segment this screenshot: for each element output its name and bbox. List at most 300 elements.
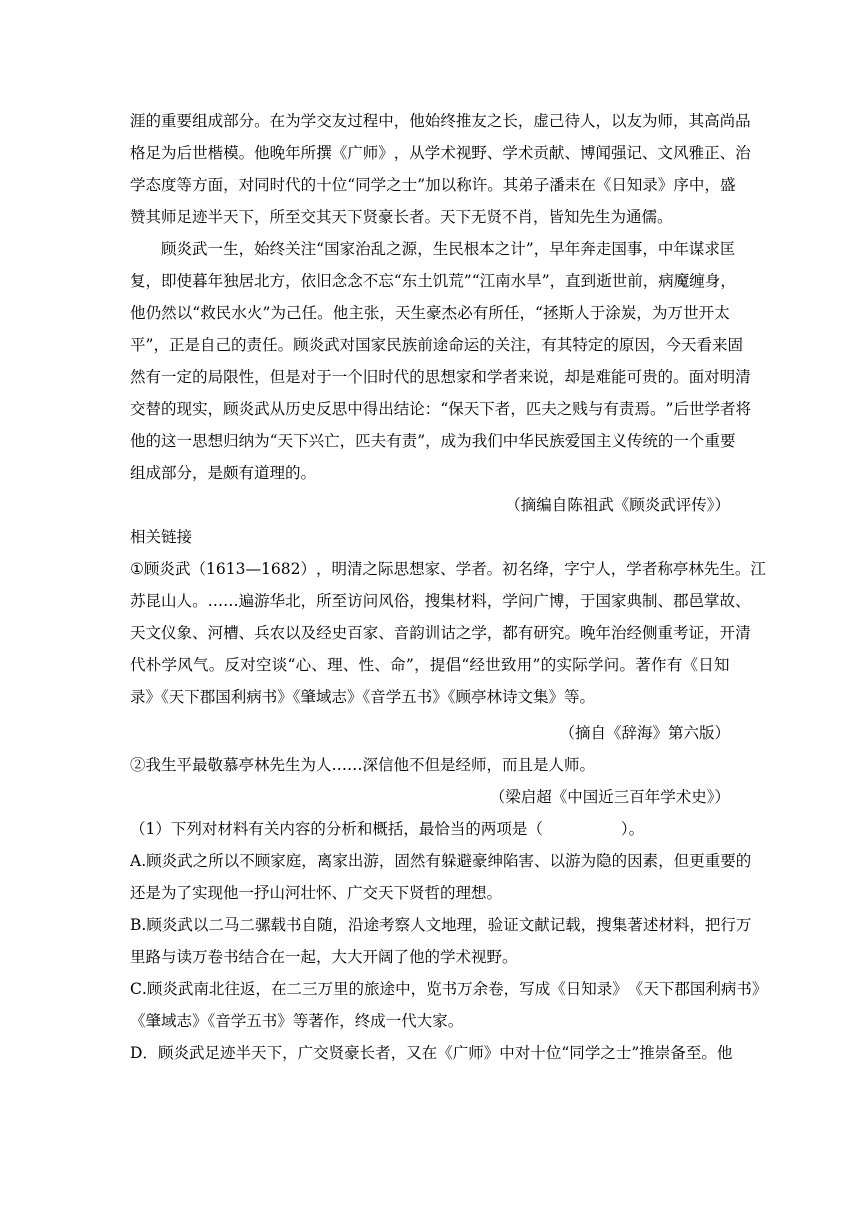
text-glyph: 的 (348, 980, 365, 998)
text-glyph: 病 (720, 980, 737, 998)
text-glyph: 以 (192, 916, 209, 934)
text-glyph: 顾 (143, 560, 160, 578)
text-glyph: 谋 (688, 240, 705, 258)
text-glyph: 高 (704, 112, 720, 130)
text-glyph: 绛 (533, 560, 549, 578)
text-glyph: 不 (362, 272, 379, 290)
text-glyph: 治 (355, 240, 371, 258)
text-glyph: 中 (395, 980, 411, 998)
text-glyph: 所 (488, 304, 504, 322)
text-glyph: ” (145, 336, 154, 354)
text-glyph: 典 (626, 592, 642, 610)
text-glyph: 耒 (564, 176, 581, 194)
text-glyph: 们 (487, 432, 503, 450)
text-glyph: 自 (301, 916, 317, 934)
text-glyph: 《 (331, 144, 348, 162)
question-stem-text: （1）下列对材料有关内容的分析和概括，最恰当的两项是（ (130, 820, 543, 838)
text-glyph: 以 (549, 852, 566, 870)
text-glyph: 马 (223, 916, 240, 934)
text-glyph: 结 (393, 400, 410, 418)
text-glyph: 备 (670, 1044, 686, 1062)
text-glyph: 任 (262, 336, 278, 354)
text-glyph: 、 (564, 144, 580, 162)
text-glyph: A (130, 852, 142, 870)
text-glyph: ， (409, 592, 425, 610)
text-glyph: . (141, 980, 147, 998)
text-glyph: 所 (316, 592, 332, 610)
text-glyph: ， (238, 240, 255, 258)
text-glyph: 难 (595, 368, 611, 386)
text-glyph: 顾 (293, 336, 309, 354)
text-glyph: 文 (145, 624, 162, 642)
text-glyph: 魔 (673, 272, 690, 290)
text-glyph: 天 (643, 980, 659, 998)
text-glyph: 然 (161, 304, 177, 322)
text-glyph: 一 (207, 240, 224, 258)
text-glyph: 史 (331, 624, 348, 642)
text-glyph: ， (300, 592, 317, 610)
text-glyph: ） (300, 560, 316, 578)
text-glyph: 命 (448, 336, 464, 354)
text-glyph: 任 (301, 304, 318, 322)
text-glyph: 年 (564, 240, 581, 258)
text-glyph: ， (414, 656, 430, 674)
text-glyph: 夫 (541, 400, 557, 418)
text-glyph: 直 (565, 272, 581, 290)
text-glyph: 贤 (328, 1044, 345, 1062)
text-glyph: （ (190, 560, 206, 578)
text-glyph: 之 (386, 240, 402, 258)
text-glyph: ， (223, 176, 239, 194)
text-glyph: 炎 (162, 980, 178, 998)
text-glyph: 对 (240, 656, 256, 674)
text-glyph: 学 (626, 560, 642, 578)
text-glyph: 中 (657, 240, 674, 258)
text-glyph: ” (525, 240, 534, 258)
text-glyph: 病 (658, 272, 674, 290)
text-glyph: 仍 (145, 304, 162, 322)
text-glyph: 以 (285, 624, 301, 642)
text-glyph: 一 (331, 368, 348, 386)
text-glyph: 为 (651, 304, 668, 322)
text-glyph: 豪 (344, 1044, 360, 1062)
text-glyph: 尚 (719, 112, 736, 130)
text-glyph: ， (301, 852, 317, 870)
text-glyph: 从 (269, 400, 286, 418)
text-glyph: 中 (378, 112, 394, 130)
text-glyph: 程 (362, 112, 379, 130)
text-glyph: 游 (565, 852, 581, 870)
text-glyph: 武 (188, 1044, 205, 1062)
text-glyph: 平 (130, 336, 146, 354)
text-glyph: 作 (650, 656, 667, 674)
text-glyph: 日 (565, 980, 582, 998)
text-line (130, 909, 752, 941)
text-glyph: 学 (424, 144, 441, 162)
text-glyph: … (207, 592, 224, 610)
text-glyph: ， (689, 916, 705, 934)
text-glyph: 下 (293, 432, 309, 450)
text-glyph: 保 (448, 400, 464, 418)
text-glyph: 的 (603, 336, 619, 354)
text-glyph: 北 (285, 592, 301, 610)
text-glyph: 证 (503, 916, 519, 934)
text-glyph: “ (461, 656, 470, 674)
text-glyph: 兵 (254, 624, 270, 642)
text-glyph: 这 (161, 432, 177, 450)
text-glyph: 个 (347, 368, 363, 386)
text-line (130, 1037, 733, 1069)
text-glyph: 心 (295, 656, 312, 674)
text-glyph: 有 (517, 624, 534, 642)
text-glyph: 骡 (254, 916, 271, 934)
text-glyph: 时 (269, 176, 286, 194)
text-glyph: 治 (735, 144, 751, 162)
text-glyph: 始 (424, 112, 441, 130)
text-glyph: 华 (518, 432, 534, 450)
text-glyph: 部 (223, 112, 239, 130)
text-glyph: 亡 (324, 432, 340, 450)
text-glyph: 位 (331, 176, 348, 194)
text-glyph: 实 (192, 400, 208, 418)
text-glyph: 盛 (719, 176, 736, 194)
text-glyph: 、 (657, 592, 674, 610)
text-glyph: 生 (432, 240, 449, 258)
text-glyph: 所 (300, 144, 317, 162)
text-glyph: 焉 (634, 400, 650, 418)
text-glyph: 问 (603, 656, 620, 674)
text-glyph: 传 (626, 432, 643, 450)
text-glyph: 。 (673, 368, 689, 386)
text-glyph: 6 (270, 560, 281, 578)
text-glyph: 想 (207, 432, 224, 450)
text-glyph: “ (471, 272, 480, 290)
text-glyph: 问 (362, 592, 379, 610)
text-glyph: 郡 (673, 592, 689, 610)
text-glyph: 沿 (348, 916, 364, 934)
text-glyph: 斯 (558, 304, 575, 322)
text-glyph: 天 (251, 1044, 267, 1062)
text-glyph: “ (287, 656, 296, 674)
text-glyph: 待 (564, 112, 580, 130)
text-glyph: 民 (448, 240, 464, 258)
option-a (130, 845, 752, 909)
text-glyph: 为 (580, 852, 597, 870)
text-glyph: 在 (269, 112, 286, 130)
text-glyph: 己 (215, 336, 232, 354)
text-glyph: 避 (456, 852, 472, 870)
text-glyph: 谈 (271, 656, 288, 674)
text-glyph: 的 (540, 656, 557, 674)
text-glyph: 序 (673, 176, 689, 194)
text-line (130, 585, 751, 617)
text-line (130, 553, 766, 585)
text-glyph: 民 (215, 304, 232, 322)
text-glyph: 顾 (254, 852, 271, 870)
text-line (130, 425, 736, 457)
text-line: 里路与读万卷书结合在一起，大大开阔了他的学术视野。 (130, 948, 518, 966)
text-glyph: 所 (208, 852, 224, 870)
text-glyph: 三 (301, 980, 318, 998)
text-glyph: 术 (517, 144, 534, 162)
text-glyph: ， (255, 980, 271, 998)
text-glyph: 旅 (364, 980, 380, 998)
text-glyph: 民 (386, 336, 402, 354)
text-glyph: ， (285, 272, 301, 290)
text-glyph: 匹 (355, 432, 371, 450)
text-glyph: 十 (530, 1044, 546, 1062)
text-glyph: 士 (401, 176, 418, 194)
text-glyph: 学 (455, 560, 472, 578)
text-glyph: 家 (270, 852, 286, 870)
text-glyph: 1 (225, 560, 236, 578)
text-glyph: 足 (145, 144, 162, 162)
text-glyph: 在 (580, 176, 596, 194)
text-glyph: 风 (378, 592, 394, 610)
text-glyph: 位 (545, 1044, 562, 1062)
text-glyph: 集 (440, 592, 456, 610)
text-glyph: 昆 (145, 592, 162, 610)
text-glyph: 潘 (549, 176, 565, 194)
text-glyph: ， (658, 852, 674, 870)
text-glyph: 学 (587, 656, 604, 674)
related-link-2: ②我生平最敬慕亭林先生为人……深信他不但是经师，而且是人师。 (130, 756, 596, 774)
text-glyph: 炎 (238, 400, 255, 418)
text-glyph: 苏 (130, 592, 146, 610)
text-glyph: 豪 (426, 304, 442, 322)
text-glyph: ， (510, 400, 526, 418)
text-glyph: 家 (362, 624, 379, 642)
text-glyph: 对 (514, 1044, 531, 1062)
text-glyph: 中 (499, 1044, 515, 1062)
text-glyph: 家 (424, 560, 441, 578)
text-glyph: 他 (254, 144, 270, 162)
text-glyph: 问 (517, 592, 534, 610)
text-glyph: 看 (696, 336, 713, 354)
text-glyph: 的 (145, 112, 162, 130)
text-glyph: 把 (704, 916, 721, 934)
text-glyph: 写 (519, 980, 535, 998)
text-glyph: 固 (727, 336, 744, 354)
text-glyph: 开 (719, 624, 736, 642)
text-glyph: 己 (286, 304, 302, 322)
text-glyph: 览 (426, 980, 442, 998)
text-glyph: 交 (316, 112, 332, 130)
text-glyph: ， (636, 304, 652, 322)
text-glyph: 分 (238, 112, 255, 130)
text-glyph: 求 (704, 240, 720, 258)
text-glyph: 百 (347, 624, 363, 642)
text-glyph: ， (486, 624, 503, 642)
text-glyph: 际 (572, 656, 588, 674)
text-glyph: 实 (556, 656, 572, 674)
text-glyph: 归 (223, 432, 239, 450)
text-glyph: ， (610, 560, 627, 578)
text-glyph: 早 (549, 240, 565, 258)
text-glyph: 来 (712, 336, 728, 354)
text-glyph: 、 (486, 144, 503, 162)
text-glyph: ， (519, 304, 535, 322)
text-glyph: ， (533, 240, 550, 258)
text-glyph: C (130, 980, 142, 998)
text-glyph: 、 (374, 656, 390, 674)
text-glyph: “ (440, 400, 449, 418)
text-glyph: ， (525, 336, 542, 354)
text-glyph: 贱 (572, 400, 588, 418)
text-glyph: 固 (394, 852, 410, 870)
text-glyph: 风 (673, 144, 689, 162)
text-glyph: ， (517, 112, 534, 130)
text-glyph: ” (665, 400, 674, 418)
text-glyph: 兴 (308, 432, 325, 450)
text-glyph: 致 (501, 656, 517, 674)
text-glyph: 贵 (642, 368, 658, 386)
text-glyph: 下 (658, 980, 675, 998)
text-glyph: 理 (327, 656, 343, 674)
text-glyph: 国 (324, 240, 340, 258)
text-glyph: ” (262, 304, 271, 322)
text-glyph: 人 (176, 592, 193, 610)
text-glyph: 掌 (704, 592, 720, 610)
text-glyph: 必 (457, 304, 473, 322)
text-glyph: ” (541, 272, 550, 290)
source-citation-2: （摘自《辞海》第六版） (559, 724, 730, 742)
text-glyph: 要 (720, 852, 736, 870)
text-glyph: 以 (610, 112, 627, 130)
text-glyph: 对 (339, 336, 356, 354)
text-glyph: 主 (595, 432, 612, 450)
text-glyph: 以 (440, 176, 457, 194)
text-glyph: 度 (161, 176, 177, 194)
text-glyph: 料 (673, 916, 690, 934)
text-glyph: 家 (370, 336, 387, 354)
text-glyph: 故 (719, 592, 736, 610)
text-glyph: 诂 (440, 624, 456, 642)
text-glyph: ， (410, 980, 427, 998)
text-glyph: 注 (510, 336, 526, 354)
text-glyph: 、 (534, 852, 550, 870)
text-glyph: 述 (642, 916, 659, 934)
text-glyph: ， (417, 240, 433, 258)
text-glyph: 方 (192, 176, 208, 194)
text-glyph: 游 (363, 852, 379, 870)
text-glyph: 6 (215, 560, 226, 578)
text-glyph: 。 (564, 624, 580, 642)
text-glyph: 。 (317, 304, 333, 322)
text-glyph: 字 (564, 560, 580, 578)
text-line (130, 137, 751, 169)
text-glyph: 正 (168, 336, 185, 354)
text-glyph: 关 (494, 336, 511, 354)
text-glyph: 的 (657, 368, 674, 386)
text-glyph: ． (142, 1044, 158, 1062)
text-glyph: ， (379, 304, 395, 322)
text-line: 赞其师足迹半天下，所至交其天下贤豪长者。天下无贤不肖，皆知先生为通儒。 (130, 208, 673, 226)
text-glyph: 爱 (564, 432, 581, 450)
text-glyph: 师 (468, 1044, 484, 1062)
text-glyph: 有 (472, 304, 489, 322)
text-glyph: 武 (177, 916, 193, 934)
text-glyph: 命 (390, 656, 406, 674)
text-glyph: 乱 (370, 240, 387, 258)
text-glyph: 。 (254, 112, 270, 130)
text-glyph: 为 (642, 112, 658, 130)
text-glyph: 半 (235, 1044, 252, 1062)
text-glyph: 记 (626, 144, 643, 162)
text-glyph: 其 (556, 336, 573, 354)
text-glyph: D (130, 1044, 143, 1062)
text-glyph: 制 (641, 592, 658, 610)
text-glyph: 今 (665, 336, 681, 354)
text-glyph: 于 (589, 304, 606, 322)
text-glyph: 文 (425, 916, 442, 934)
text-glyph: 学 (486, 368, 503, 386)
text-line: 录》《天下郡国利病书》《肇域志》《音学五书》《顾亭林诗文集》等。 (130, 688, 596, 706)
text-glyph: 然 (130, 368, 146, 386)
text-glyph: 身 (704, 272, 721, 290)
text-glyph: 日 (698, 656, 714, 674)
option-c (130, 973, 768, 1037)
text-glyph: 明 (331, 560, 348, 578)
text-glyph: 史 (300, 400, 317, 418)
text-glyph: 行 (720, 916, 736, 934)
text-glyph: 之 (486, 112, 503, 130)
text-glyph: 的 (145, 432, 162, 450)
text-glyph: 察 (394, 916, 411, 934)
text-glyph: 天 (130, 624, 146, 642)
text-glyph: 等 (176, 176, 193, 194)
text-glyph: 始 (254, 240, 270, 258)
text-glyph: 对 (238, 176, 255, 194)
text-glyph: 同 (569, 1044, 585, 1062)
text-glyph: ， (207, 400, 224, 418)
text-glyph: 论 (409, 400, 425, 418)
text-glyph: — (245, 560, 261, 578)
text-glyph: 态 (145, 176, 162, 194)
text-glyph: 郡 (674, 980, 690, 998)
text-glyph: 》 (657, 176, 674, 194)
text-glyph: 至 (331, 592, 348, 610)
text-glyph: 有 (603, 400, 619, 418)
text-glyph: ， (503, 980, 520, 998)
text-glyph: 。 (701, 1044, 717, 1062)
text-glyph: 水 (231, 304, 247, 322)
text-glyph: 年 (673, 240, 689, 258)
text-glyph: ， (548, 560, 565, 578)
text-glyph: 经 (316, 624, 332, 642)
text-glyph: 过 (347, 112, 363, 130)
text-glyph: 料 (471, 592, 487, 610)
text-glyph: ， (145, 272, 162, 290)
text-glyph: 。 (486, 560, 503, 578)
paragraph-1 (130, 105, 751, 233)
text-glyph: 人 (579, 112, 596, 130)
text-glyph: 不 (239, 852, 255, 870)
text-glyph: 往 (224, 980, 240, 998)
text-glyph: 侧 (642, 624, 658, 642)
text-glyph: “ (393, 272, 402, 290)
text-glyph: 空 (256, 656, 272, 674)
text-glyph: 代 (130, 656, 146, 674)
text-glyph: ， (595, 112, 611, 130)
text-glyph: 后 (673, 400, 689, 418)
text-glyph: 要 (176, 112, 193, 130)
text-glyph: . (141, 852, 147, 870)
text-glyph: 中 (347, 400, 363, 418)
text-glyph: 亭 (672, 560, 689, 578)
text-glyph: 》 (612, 980, 628, 998)
text-glyph: 里 (333, 980, 349, 998)
